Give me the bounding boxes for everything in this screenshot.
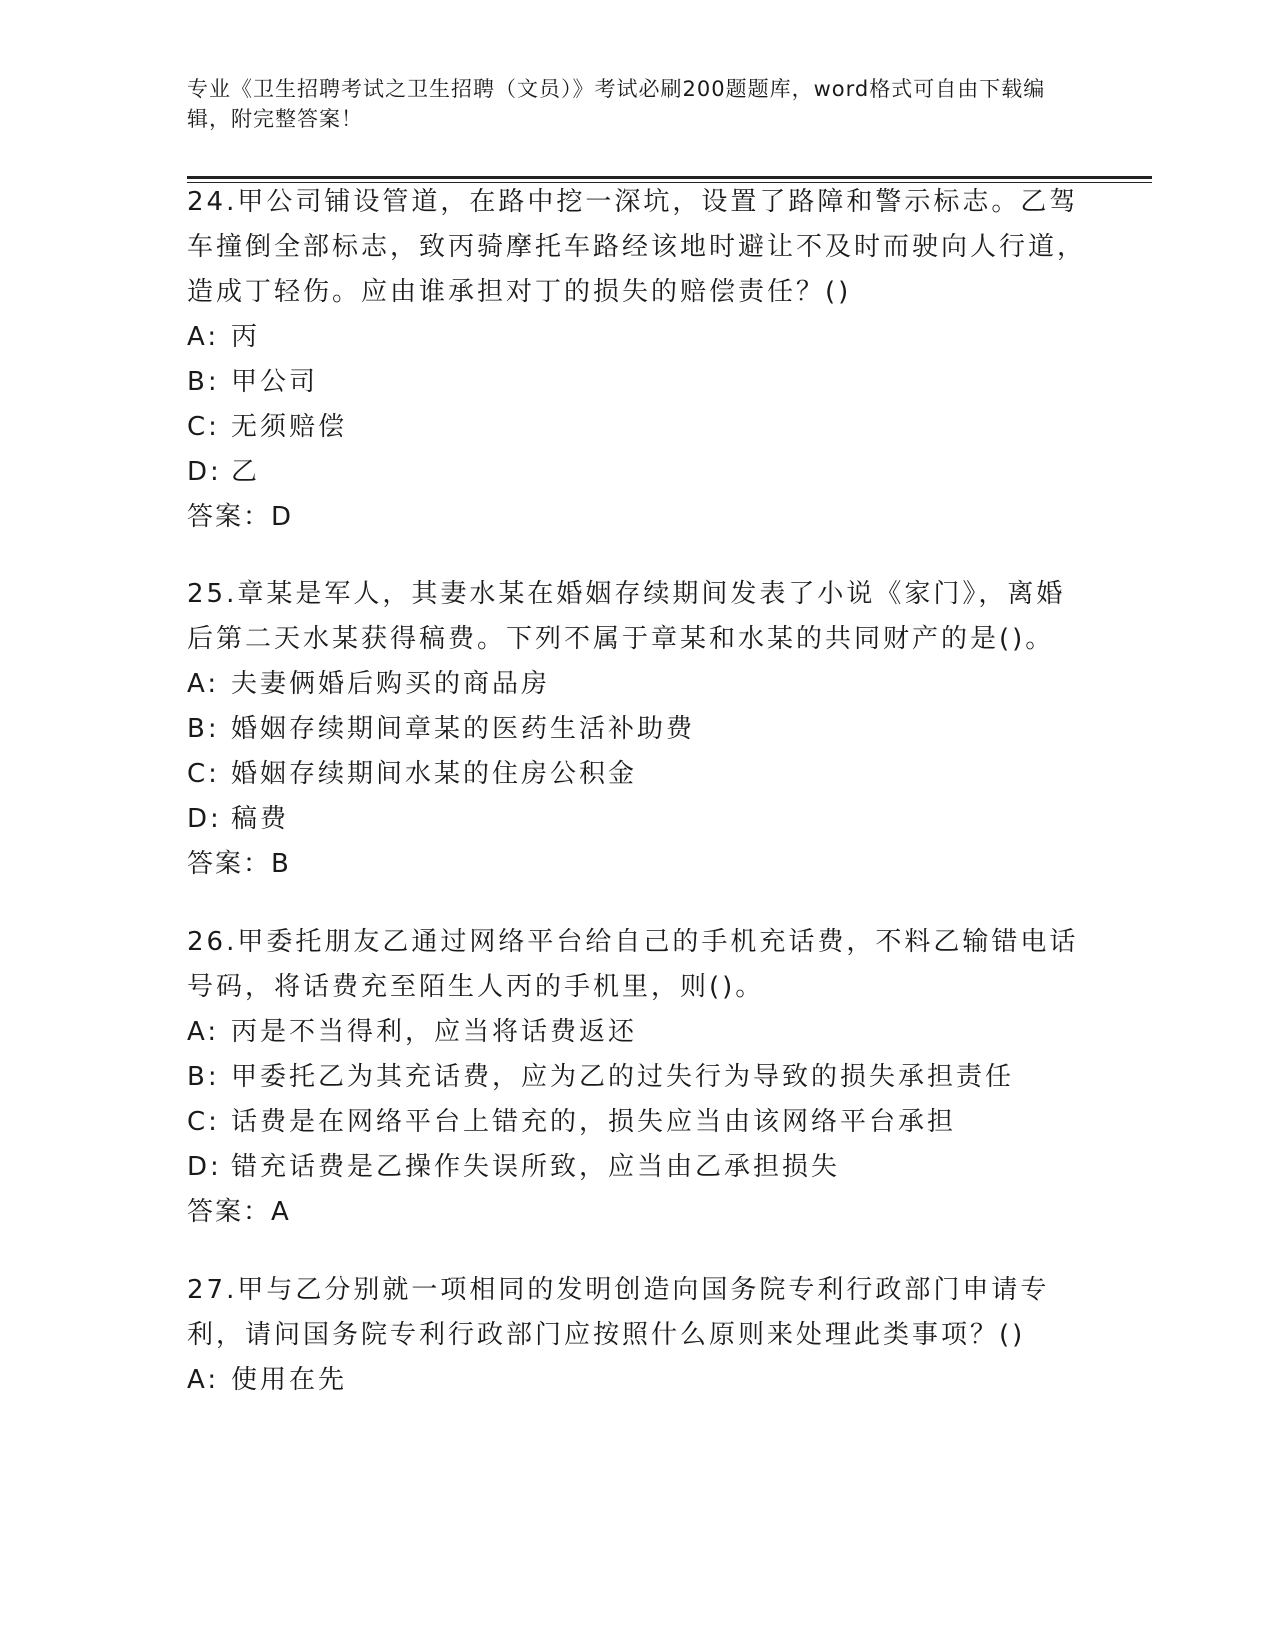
- option-letter: D:: [187, 804, 222, 834]
- option-letter: B:: [187, 367, 220, 397]
- option-a: [187, 315, 1087, 360]
- question-text: 26.甲委托朋友乙通过网络平台给自己的手机充话费，不料乙输错电话号码，将话费充至陌生人丙的手机里，则()。: [187, 927, 1079, 1002]
- option-text: 婚姻存续期间章某的医药生活补助费: [231, 714, 696, 744]
- option-text: 乙: [231, 457, 261, 487]
- option-text: 甲委托乙为其充话费，应为乙的过失行为导致的损失承担责任: [231, 1062, 1015, 1092]
- option-letter: C:: [187, 1107, 220, 1137]
- option-letter: B:: [187, 714, 220, 744]
- question-24: [187, 180, 1087, 540]
- question-text: 25.章某是军人，其妻水某在婚姻存续期间发表了小说《家门》，离婚后第二天水某获得稿费。下列不属于章某和水某的共同财产的是()。: [187, 579, 1066, 654]
- option-text: 话费是在网络平台上错充的，损失应当由该网络平台承担: [231, 1107, 957, 1137]
- option-text: 稿费: [231, 804, 290, 834]
- option-text: 丙是不当得利，应当将话费返还: [231, 1017, 638, 1047]
- question-27: [187, 1268, 1087, 1403]
- option-letter: B:: [187, 1062, 220, 1092]
- question-26: [187, 920, 1087, 1235]
- document-header: 专业《卫生招聘考试之卫生招聘（文员）》考试必刷200题题库，word格式可自由下载编辑，附完整答案！: [187, 77, 1046, 131]
- question-25: [187, 572, 1087, 887]
- option-a: [187, 1358, 1087, 1403]
- option-text: 无须赔偿: [231, 412, 348, 442]
- option-letter: C:: [187, 412, 220, 442]
- option-d: [187, 797, 1087, 842]
- option-text: 夫妻俩婚后购买的商品房: [231, 669, 551, 699]
- option-text: 丙: [231, 322, 261, 352]
- option-letter: D:: [187, 457, 222, 487]
- option-text: 错充话费是乙操作失误所致，应当由乙承担损失: [231, 1152, 841, 1182]
- answer-label: 答案：B: [187, 849, 291, 879]
- question-text: 27.甲与乙分别就一项相同的发明创造向国务院专利行政部门申请专利，请问国务院专利行政部门应按照什么原则来处理此类事项？(): [187, 1275, 1050, 1350]
- option-a: [187, 662, 1087, 707]
- option-c: [187, 1100, 1087, 1145]
- option-text: 甲公司: [231, 367, 319, 397]
- option-c: [187, 752, 1087, 797]
- option-b: [187, 360, 1087, 405]
- option-b: [187, 1055, 1087, 1100]
- answer-label: 答案：A: [187, 1197, 291, 1227]
- header-divider: [187, 176, 1152, 179]
- option-text: 使用在先: [231, 1365, 348, 1395]
- question-text: 24.甲公司铺设管道，在路中挖一深坑，设置了路障和警示标志。乙驾车撞倒全部标志，致丙骑摩托车路经该地时避让不及时而驶向人行道，造成丁轻伤。应由谁承担对丁的损失的赔偿责任？(): [187, 187, 1087, 307]
- option-letter: D:: [187, 1152, 222, 1182]
- option-b: [187, 707, 1087, 752]
- option-text: 婚姻存续期间水某的住房公积金: [231, 759, 638, 789]
- option-a: [187, 1010, 1087, 1055]
- option-letter: A:: [187, 669, 220, 699]
- option-letter: A:: [187, 1365, 220, 1395]
- option-d: [187, 1145, 1087, 1190]
- answer-label: 答案：D: [187, 502, 294, 532]
- option-d: [187, 450, 1087, 495]
- option-letter: A:: [187, 322, 220, 352]
- option-c: [187, 405, 1087, 450]
- option-letter: A:: [187, 1017, 220, 1047]
- option-letter: C:: [187, 759, 220, 789]
